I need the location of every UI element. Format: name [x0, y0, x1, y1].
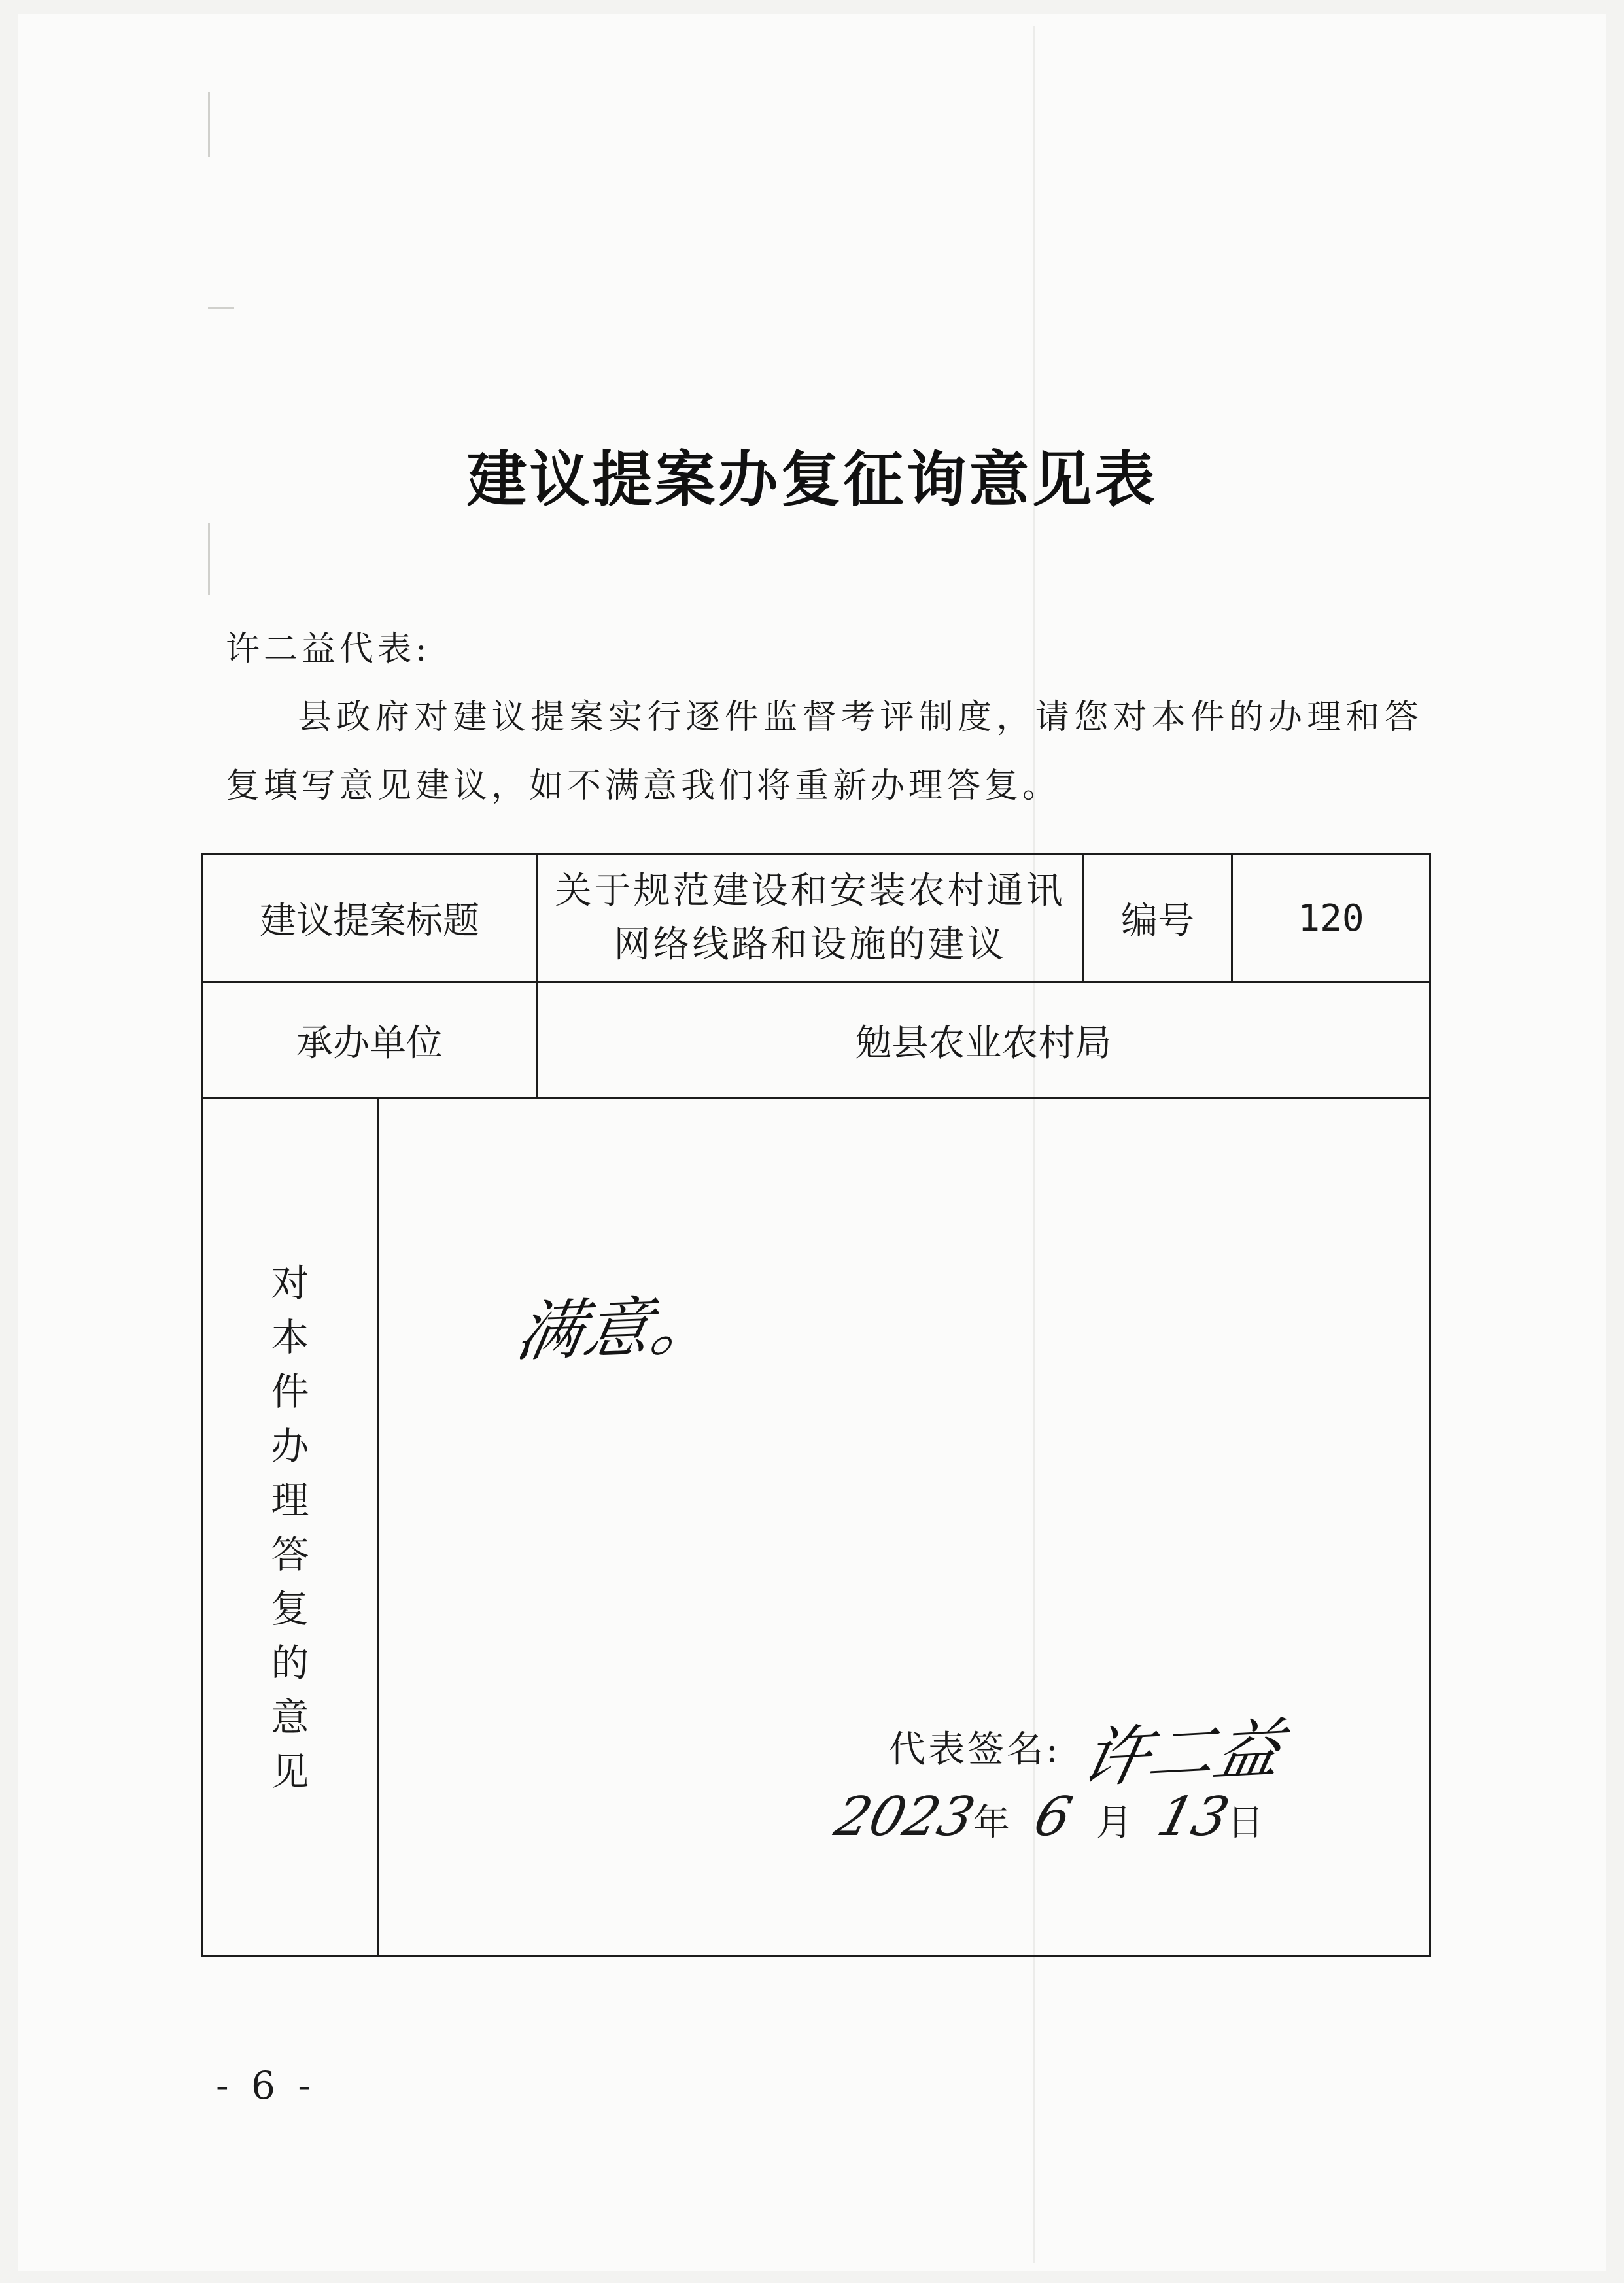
- opinion-label-char: 意: [271, 1694, 309, 1740]
- opinion-label-char: 的: [271, 1640, 309, 1685]
- proposal-title-label: 建议提案标题: [203, 855, 537, 982]
- unit-row: [203, 982, 1430, 1099]
- opinion-row: [203, 1099, 1430, 1957]
- signature-label: 代表签名:: [889, 1728, 1061, 1771]
- scan-edge-mark: [208, 523, 210, 595]
- opinion-label-char: 本: [271, 1314, 309, 1360]
- handwritten-signature: 许二益: [1075, 1710, 1289, 1797]
- opinion-label-char: 件: [271, 1369, 309, 1414]
- number-label: 编号: [1084, 855, 1232, 982]
- opinion-form-table: [201, 853, 1431, 1957]
- proposal-title-line-1: 关于规范建设和安装农村通讯: [555, 870, 1065, 912]
- scan-edge-mark: [208, 307, 234, 309]
- page-number: - 6 -: [216, 2063, 316, 2108]
- date-day-suffix: 日: [1227, 1802, 1264, 1844]
- proposal-title-row: [203, 855, 1430, 982]
- date-month-handwritten: 6: [1028, 1786, 1078, 1848]
- opinion-label-vertical: [203, 1099, 377, 1955]
- handwritten-opinion: 满意。: [511, 1286, 726, 1371]
- unit-value: 勉县农业农村局: [537, 982, 1430, 1099]
- signature-date: [829, 1786, 1264, 1848]
- intro-paragraph: 县政府对建议提案实行逐件监督考评制度，请您对本件的办理和答复填写意见建议，如不满意我们将重新办理答复。: [226, 698, 1423, 806]
- greeting: 许二益代表:: [226, 630, 431, 669]
- date-month-suffix: 月: [1096, 1802, 1133, 1844]
- document-title: 建议提案办复征询意见表: [466, 445, 1158, 515]
- opinion-label-cell: [203, 1099, 378, 1957]
- number-value: 120: [1232, 855, 1430, 982]
- opinion-content-cell: [378, 1099, 1430, 1957]
- scan-edge-mark: [208, 92, 210, 157]
- opinion-label-char: 见: [271, 1749, 309, 1794]
- date-year-suffix: 年: [973, 1802, 1010, 1844]
- proposal-title-value: [537, 855, 1084, 982]
- opinion-label-char: 理: [271, 1477, 309, 1522]
- opinion-label-char: 答: [271, 1532, 309, 1577]
- opinion-label-char: 对: [271, 1260, 309, 1305]
- proposal-title-line-2: 网络线路和设施的建议: [613, 923, 1007, 966]
- date-day-handwritten: 13: [1151, 1786, 1235, 1848]
- opinion-label-char: 复: [271, 1586, 309, 1631]
- date-year-handwritten: 2023: [829, 1786, 981, 1848]
- unit-label: 承办单位: [203, 982, 537, 1099]
- opinion-label-char: 办: [271, 1423, 309, 1468]
